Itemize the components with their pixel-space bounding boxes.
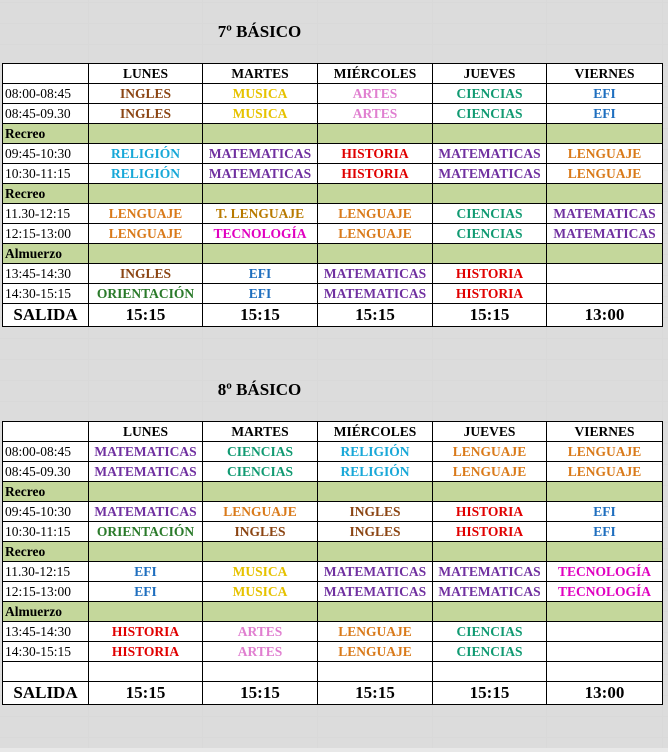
exit-time-cell: 15:15 [89,682,203,705]
subject-cell: EFI [547,84,663,104]
subject-cell: MATEMATICAS [433,562,547,582]
break-label: Recreo [3,184,89,204]
subject-cell: MATEMATICAS [433,582,547,602]
exit-time-cell: 13:00 [547,304,663,327]
salida-label: SALIDA [3,304,89,327]
schedule-title-8: 8º BÁSICO [217,380,302,399]
subject-cell: HISTORIA [89,642,203,662]
subject-cell: ORIENTACIÓN [89,522,203,542]
break-row [3,542,663,562]
break-cell [318,602,433,622]
empty-cell [547,662,663,682]
time-slot-cell: 14:30-15:15 [3,284,89,304]
break-cell [89,244,203,264]
schedule-table-8 [2,421,663,705]
break-cell [89,482,203,502]
time-slot-cell: 11.30-12:15 [3,562,89,582]
time-slot-cell: 08:45-09.30 [3,462,89,482]
empty-cell [89,662,203,682]
header-corner-cell [3,64,89,84]
exit-time-cell: 15:15 [433,682,547,705]
empty-cell [203,662,318,682]
subject-cell: RELIGIÓN [318,462,433,482]
subject-cell: MATEMATICAS [318,284,433,304]
class-row [3,442,663,462]
break-label: Recreo [3,542,89,562]
subject-cell [547,264,663,284]
subject-cell: ARTES [203,642,318,662]
exit-time-cell: 15:15 [203,304,318,327]
salida-row [3,304,663,327]
header-row [3,64,663,84]
break-cell [547,184,663,204]
class-row [3,164,663,184]
subject-cell: MUSICA [203,104,318,124]
class-row [3,264,663,284]
subject-cell: MATEMATICAS [547,224,663,244]
break-row [3,244,663,264]
time-slot-cell: 11.30-12:15 [3,204,89,224]
subject-cell: LENGUAJE [89,204,203,224]
subject-cell: INGLES [318,522,433,542]
subject-cell: MATEMATICAS [318,562,433,582]
subject-cell: HISTORIA [318,144,433,164]
subject-cell: CIENCIAS [433,224,547,244]
class-row [3,622,663,642]
time-slot-cell: 08:00-08:45 [3,442,89,462]
class-row [3,562,663,582]
subject-cell: EFI [547,522,663,542]
subject-cell: CIENCIAS [433,204,547,224]
subject-cell [547,642,663,662]
subject-cell: TECNOLOGÍA [547,582,663,602]
break-cell [203,542,318,562]
class-row [3,104,663,124]
time-slot-cell: 10:30-11:15 [3,164,89,184]
subject-cell: EFI [89,562,203,582]
subject-cell: CIENCIAS [203,462,318,482]
subject-cell: HISTORIA [433,284,547,304]
salida-row [3,682,663,705]
empty-row [3,662,663,682]
subject-cell: LENGUAJE [203,502,318,522]
header-row [3,422,663,442]
exit-time-cell: 15:15 [89,304,203,327]
subject-cell: MATEMATICAS [89,502,203,522]
subject-cell: RELIGIÓN [318,442,433,462]
subject-cell: RELIGIÓN [89,144,203,164]
day-header-cell: JUEVES [433,64,547,84]
break-cell [318,244,433,264]
subject-cell: MATEMATICAS [203,144,318,164]
break-cell [547,244,663,264]
subject-cell: INGLES [89,104,203,124]
class-row [3,642,663,662]
break-label: Almuerzo [3,602,89,622]
break-cell [547,542,663,562]
time-slot-cell: 10:30-11:15 [3,522,89,542]
subject-cell: ARTES [318,104,433,124]
subject-cell: HISTORIA [433,264,547,284]
subject-cell: RELIGIÓN [89,164,203,184]
subject-cell: MATEMATICAS [547,204,663,224]
class-row [3,284,663,304]
day-header-cell: LUNES [89,422,203,442]
day-header-cell: VIERNES [547,422,663,442]
time-slot-cell: 09:45-10:30 [3,502,89,522]
class-row [3,144,663,164]
subject-cell: LENGUAJE [89,224,203,244]
subject-cell: MATEMATICAS [89,442,203,462]
subject-cell: LENGUAJE [433,442,547,462]
subject-cell [547,284,663,304]
subject-cell: LENGUAJE [547,164,663,184]
class-row [3,204,663,224]
subject-cell: LENGUAJE [318,622,433,642]
break-label: Recreo [3,124,89,144]
subject-cell: INGLES [203,522,318,542]
day-header-cell: VIERNES [547,64,663,84]
break-cell [203,184,318,204]
class-row [3,522,663,542]
class-row [3,582,663,602]
subject-cell: MATEMATICAS [433,144,547,164]
subject-cell: LENGUAJE [318,224,433,244]
subject-cell: EFI [203,284,318,304]
break-cell [203,124,318,144]
subject-cell [547,622,663,642]
time-slot-cell: 08:00-08:45 [3,84,89,104]
subject-cell: TECNOLOGÍA [547,562,663,582]
subject-cell: LENGUAJE [547,442,663,462]
subject-cell: EFI [89,582,203,602]
break-cell [318,124,433,144]
subject-cell: HISTORIA [89,622,203,642]
subject-cell: CIENCIAS [433,104,547,124]
subject-cell: MATEMATICAS [89,462,203,482]
subject-cell: EFI [203,264,318,284]
schedule-table-7 [2,63,663,327]
time-slot-cell: 08:45-09.30 [3,104,89,124]
subject-cell: HISTORIA [318,164,433,184]
time-slot-cell: 12:15-13:00 [3,224,89,244]
empty-cell [318,662,433,682]
subject-cell: HISTORIA [433,522,547,542]
day-header-cell: JUEVES [433,422,547,442]
break-cell [318,542,433,562]
subject-cell: MUSICA [203,562,318,582]
break-cell [433,124,547,144]
exit-time-cell: 13:00 [547,682,663,705]
subject-cell: INGLES [89,84,203,104]
break-cell [89,602,203,622]
subject-cell: INGLES [89,264,203,284]
time-slot-cell: 13:45-14:30 [3,264,89,284]
break-cell [89,184,203,204]
break-cell [89,124,203,144]
break-cell [433,244,547,264]
empty-cell [433,662,547,682]
time-slot-cell: 14:30-15:15 [3,642,89,662]
class-row [3,502,663,522]
break-cell [203,602,318,622]
time-slot-cell: 09:45-10:30 [3,144,89,164]
subject-cell: T. LENGUAJE [203,204,318,224]
break-cell [547,482,663,502]
subject-cell: CIENCIAS [433,84,547,104]
break-row [3,184,663,204]
break-cell [89,542,203,562]
subject-cell: CIENCIAS [433,622,547,642]
subject-cell: MUSICA [203,84,318,104]
subject-cell: LENGUAJE [318,204,433,224]
subject-cell: MATEMATICAS [433,164,547,184]
empty-cell [3,662,89,682]
subject-cell: LENGUAJE [547,462,663,482]
break-row [3,124,663,144]
class-row [3,462,663,482]
day-header-cell: MARTES [203,422,318,442]
subject-cell: CIENCIAS [433,642,547,662]
day-header-cell: MARTES [203,64,318,84]
class-row [3,224,663,244]
time-slot-cell: 13:45-14:30 [3,622,89,642]
exit-time-cell: 15:15 [203,682,318,705]
subject-cell: LENGUAJE [547,144,663,164]
subject-cell: EFI [547,104,663,124]
break-cell [203,482,318,502]
subject-cell: ARTES [203,622,318,642]
time-slot-cell: 12:15-13:00 [3,582,89,602]
break-cell [433,184,547,204]
break-cell [433,482,547,502]
break-row [3,482,663,502]
break-row [3,602,663,622]
subject-cell: LENGUAJE [318,642,433,662]
day-header-cell: MIÉRCOLES [318,64,433,84]
subject-cell: EFI [547,502,663,522]
sheet-tabs-bar [0,748,668,752]
subject-cell: CIENCIAS [203,442,318,462]
break-cell [433,542,547,562]
break-cell [433,602,547,622]
subject-cell: MUSICA [203,582,318,602]
class-row [3,84,663,104]
exit-time-cell: 15:15 [318,304,433,327]
day-header-cell: LUNES [89,64,203,84]
break-cell [203,244,318,264]
subject-cell: TECNOLOGÍA [203,224,318,244]
subject-cell: ORIENTACIÓN [89,284,203,304]
subject-cell: ARTES [318,84,433,104]
break-cell [318,184,433,204]
break-cell [547,124,663,144]
exit-time-cell: 15:15 [318,682,433,705]
exit-time-cell: 15:15 [433,304,547,327]
subject-cell: LENGUAJE [433,462,547,482]
salida-label: SALIDA [3,682,89,705]
break-cell [318,482,433,502]
header-corner-cell [3,422,89,442]
subject-cell: INGLES [318,502,433,522]
break-label: Almuerzo [3,244,89,264]
day-header-cell: MIÉRCOLES [318,422,433,442]
subject-cell: MATEMATICAS [318,582,433,602]
break-cell [547,602,663,622]
subject-cell: MATEMATICAS [203,164,318,184]
subject-cell: MATEMATICAS [318,264,433,284]
schedule-title-7: 7º BÁSICO [217,22,302,41]
break-label: Recreo [3,482,89,502]
subject-cell: HISTORIA [433,502,547,522]
